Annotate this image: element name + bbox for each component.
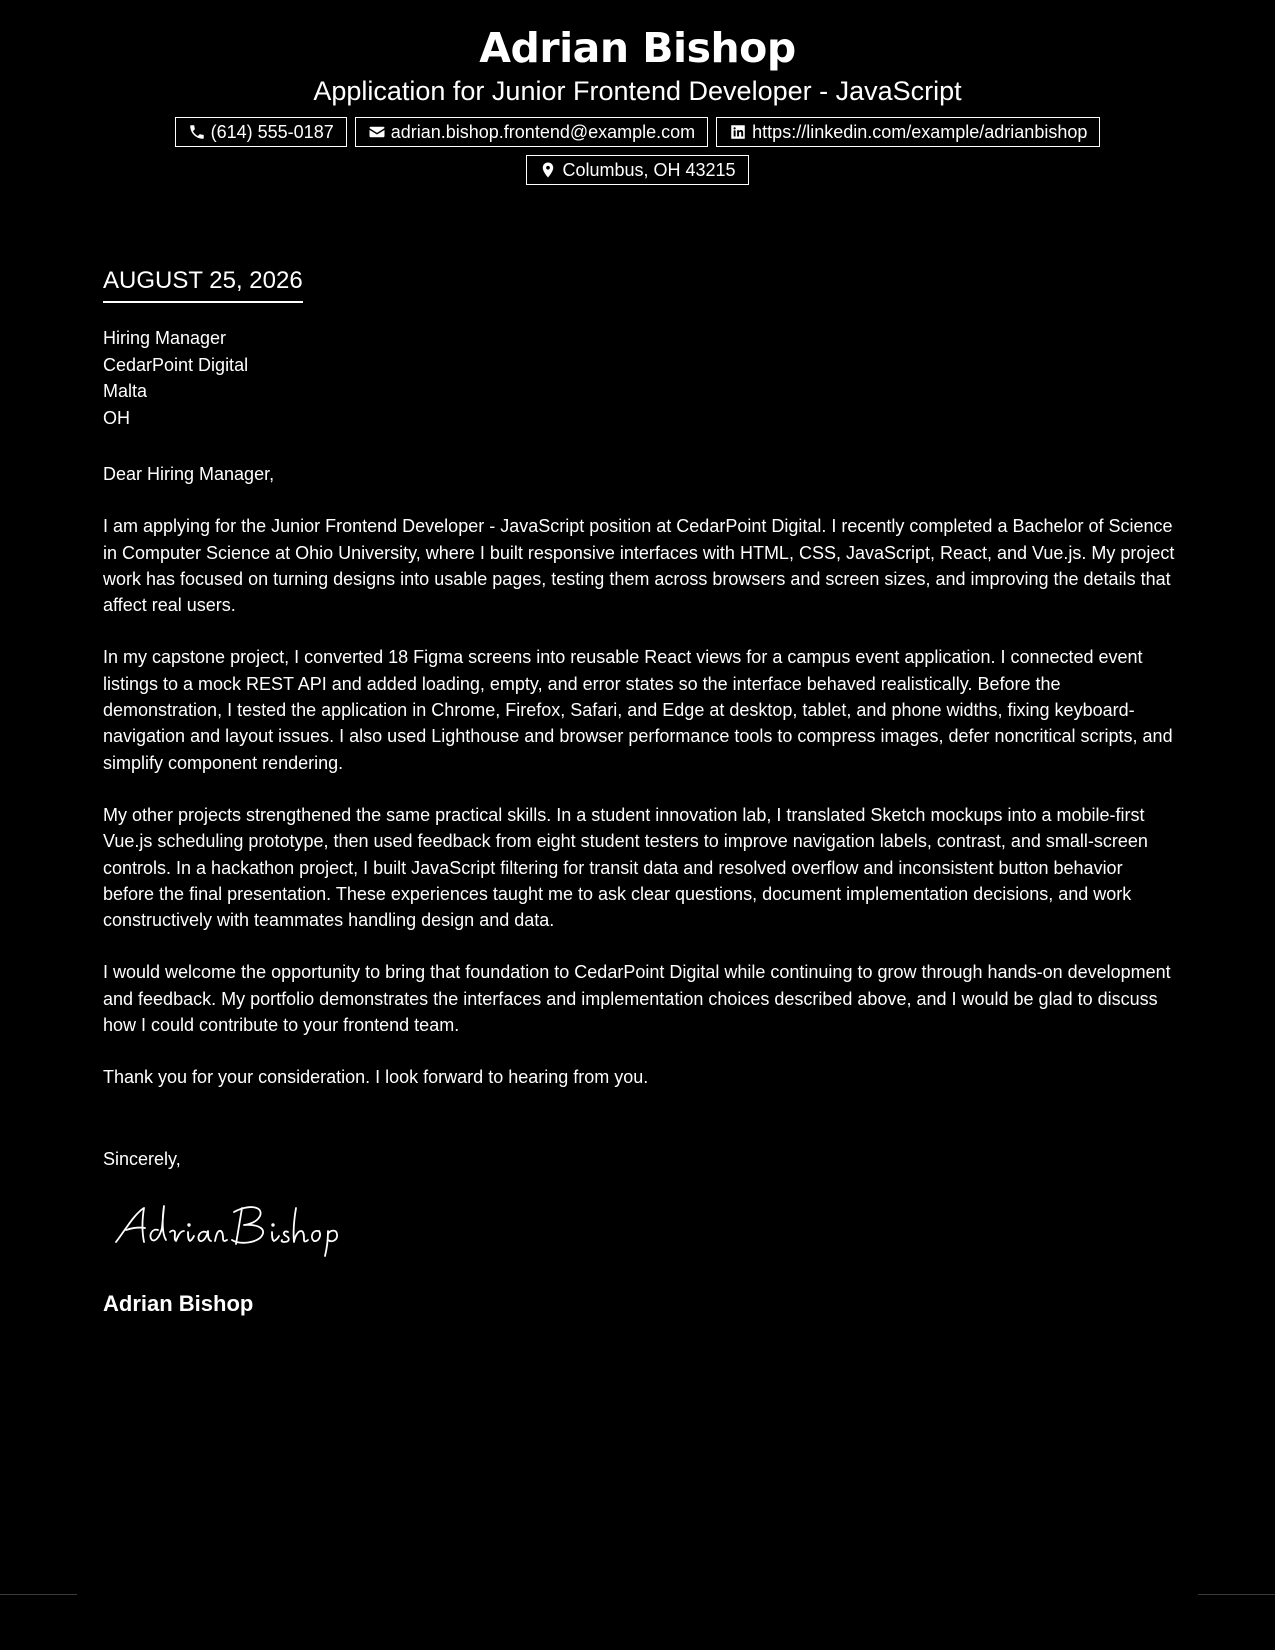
- contact-list: [88, 117, 1188, 185]
- handwritten-signature: [112, 1198, 352, 1263]
- recipient-line: CedarPoint Digital: [103, 354, 249, 375]
- body-paragraph: I would welcome the opportunity to bring that foundation to CedarPoint Digital while continuing to grow through hands-on development and feedback. My portfolio demonstrates the interfaces and implementation choices described above, and I would be glad to discuss how I could contribute to your frontend team.: [103, 962, 1171, 1036]
- contact-linkedin-text: https://linkedin.com/example/adrianbishop: [752, 122, 1088, 142]
- recipient-address: [103, 325, 248, 431]
- applicant-name: Adrian Bishop: [479, 24, 796, 72]
- closing-line: Thank you for your consideration. I look forward to hearing from you.: [103, 1067, 649, 1088]
- application-title: Application for Junior Frontend Developer - JavaScript: [313, 76, 962, 106]
- body-paragraph: My other projects strengthened the same practical skills. In a student innovation lab, I translated Sketch mockups into a mobile-first Vue.js scheduling prototype, then used feedback from eight student testers to improve navigation labels, contrast, and small-screen controls. In a hackathon project, I built JavaScript filtering for transit data and resolved overflow and inconsistent button behavior before the final presentation. These experiences taught me to ask clear questions, document implementation decisions, and work constructively with teammates handling design and data.: [103, 804, 1148, 931]
- page-divider: [0, 1594, 77, 1595]
- salutation: Dear Hiring Manager,: [103, 464, 275, 484]
- linkedin-icon: [729, 123, 747, 141]
- envelope-icon: [368, 123, 386, 141]
- signer-name: Adrian Bishop: [103, 1291, 254, 1316]
- contact-linkedin[interactable]: [716, 117, 1100, 147]
- body-paragraph: I am applying for the Junior Frontend Developer - JavaScript position at CedarPoint Digital. I recently completed a Bachelor of Science in Computer Science at Ohio University, where I built responsive interfaces with HTML, CSS, JavaScript, React, and Vue.js. My project work has focused on turning designs into usable pages, testing them across browsers and screen sizes, and improving the details that affect real users.: [103, 516, 1175, 616]
- signoff: Sincerely,: [103, 1149, 181, 1169]
- contact-phone-text: (614) 555-0187: [210, 122, 334, 142]
- map-marker-icon: [539, 161, 557, 179]
- contact-location-text: Columbus, OH 43215: [562, 160, 736, 180]
- recipient-line: Malta: [103, 381, 148, 401]
- contact-phone[interactable]: [175, 117, 347, 147]
- contact-email[interactable]: [355, 117, 708, 147]
- letter-body: [103, 461, 1178, 1091]
- letter-date: AUGUST 25, 2026: [103, 266, 303, 303]
- recipient-line: Hiring Manager: [103, 328, 227, 348]
- body-paragraph: In my capstone project, I converted 18 Figma screens into reusable React views for a campus event application. I connected event listings to a mock REST API and added loading, empty, and error states so the interface behaved realistically. Before the demonstration, I tested the application in Chrome, Firefox, Safari, and Edge at desktop, tablet, and phone widths, fixing keyboard-navigation and layout issues. I also used Lighthouse and browser performance tools to compress images, defer noncritical scripts, and simplify component rendering.: [103, 647, 1173, 773]
- contact-email-text: adrian.bishop.frontend@example.com: [390, 122, 696, 142]
- page-divider: [1198, 1594, 1275, 1595]
- phone-icon: [188, 123, 206, 141]
- recipient-line: OH: [103, 407, 130, 428]
- contact-location[interactable]: [526, 155, 748, 185]
- letter-header: [0, 22, 1275, 185]
